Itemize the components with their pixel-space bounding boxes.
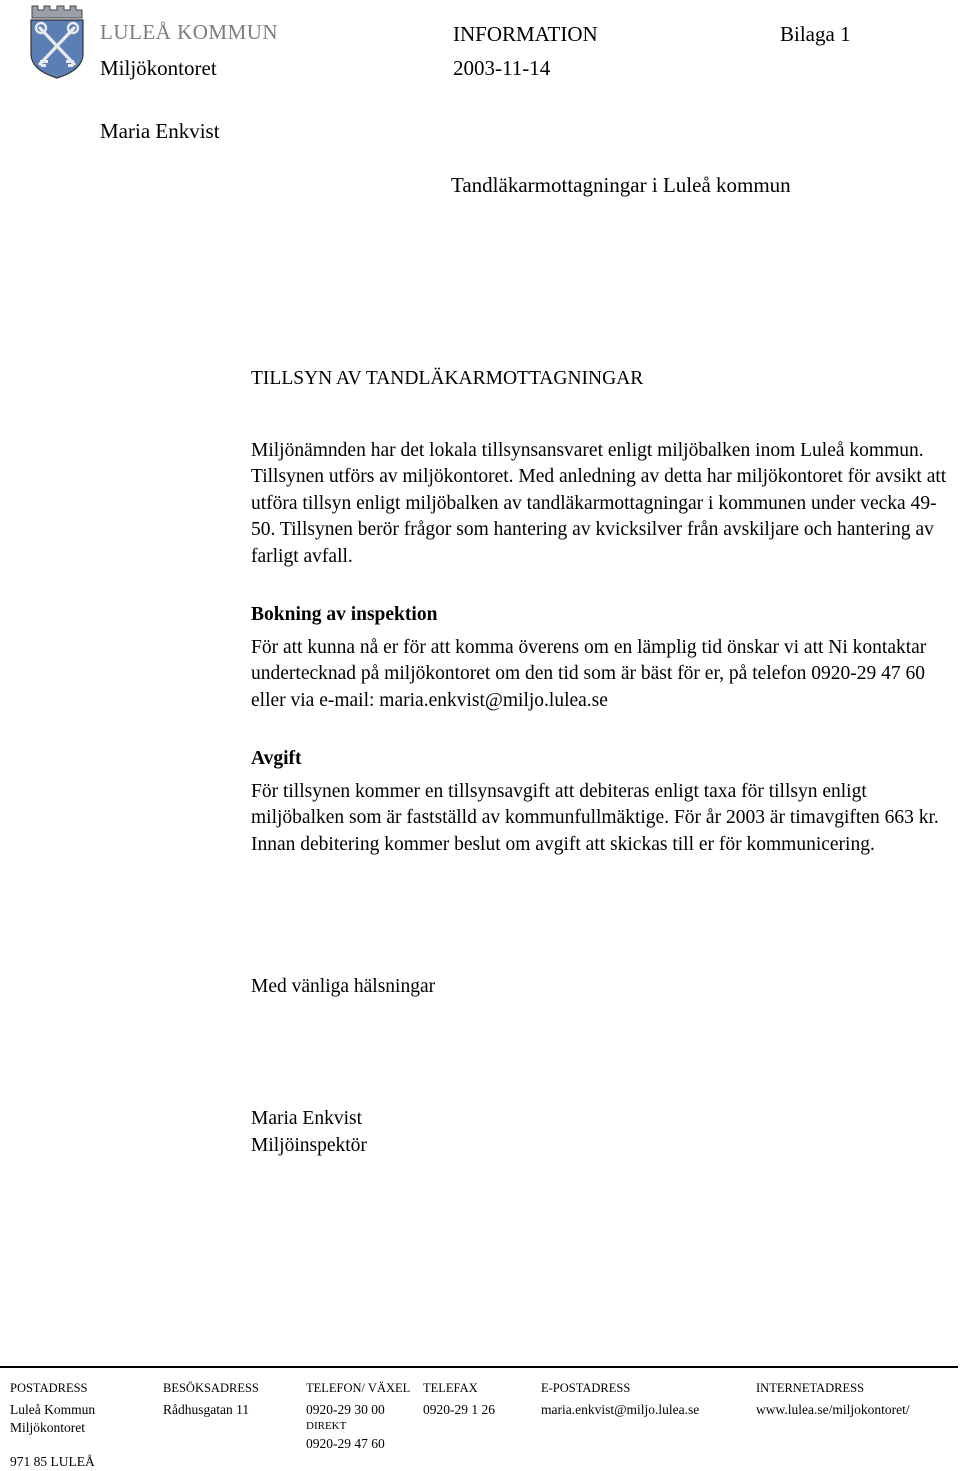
luleå-coat-of-arms-icon (28, 4, 86, 80)
closing-greeting: Med vänliga hälsningar (251, 976, 436, 997)
footer-postadress-label: POSTADRESS (10, 1381, 88, 1395)
footer-telefax-value: 0920-29 1 26 (423, 1402, 495, 1417)
signer-title: Miljöinspektör (251, 1135, 367, 1156)
footer-epost-value[interactable]: maria.enkvist@miljo.lulea.se (541, 1402, 700, 1417)
fee-heading: Avgift (251, 748, 302, 769)
footer-epost-label: E-POSTADRESS (541, 1381, 631, 1395)
footer-postadress-line3: 971 85 LULEÅ (10, 1454, 95, 1469)
footer-postadress-line1: Luleå Kommun (10, 1402, 96, 1417)
author-name: Maria Enkvist (100, 119, 220, 143)
organization-name-text: LULEÅ KOMMUN (100, 20, 279, 44)
department-name: Miljökontoret (100, 56, 217, 80)
recipient: Tandläkarmottagningar i Luleå kommun (451, 173, 791, 197)
footer-divider (0, 1366, 958, 1368)
booking-heading: Bokning av inspektion (251, 604, 438, 625)
footer-direkt-value: 0920-29 47 60 (306, 1436, 385, 1451)
organization-name (100, 20, 278, 45)
attachment-label: Bilaga 1 (780, 22, 851, 46)
intro-paragraph: Miljönämnden har det lokala tillsynsansvaret enligt miljöbalken inom Luleå kommun. Tillsynen utförs av miljökontoret. Med anledning av detta har miljökontoret för avsikt att utföra tillsyn enligt miljöbalken av tandläkarmottagningar i kommunen under vecka 49-50. Tillsynen berör frågor som hantering av kvicksilver från avskiljare och hantering av farligt avfall. (251, 439, 947, 567)
signer-name: Maria Enkvist (251, 1108, 363, 1129)
booking-paragraph: För att kunna nå er för att komma överens om en lämplig tid önskar vi att Ni kontaktar undertecknad på miljökontoret om den tid som är bäst för er, på telefon 0920-29 47 60 eller via e-mail: maria.enkvist@miljo.lulea.se (251, 636, 927, 711)
document-type: INFORMATION (453, 22, 598, 46)
letter-body (251, 366, 951, 858)
document-title: TILLSYN AV TANDLÄKARMOTTAGNINGAR (251, 368, 644, 389)
footer-internet-value[interactable]: www.lulea.se/miljokontoret/ (756, 1402, 910, 1417)
footer-telefon-value: 0920-29 30 00 (306, 1402, 385, 1417)
fee-paragraph: För tillsynen kommer en tillsynsavgift att debiteras enligt taxa för tillsyn enligt miljöbalken som är fastställd av kommunfullmäktige. För år 2003 är timavgiften 663 kr. Innan debitering kommer beslut om avgift att skickas till er för kommunicering. (251, 780, 939, 855)
footer-besoksadress-value: Rådhusgatan 11 (163, 1402, 250, 1417)
footer-direkt-label: DIREKT (306, 1420, 347, 1432)
footer-besoksadress-label: BESÖKSADRESS (163, 1381, 259, 1395)
footer-telefon-label: TELEFON/ VÄXEL (306, 1381, 411, 1395)
footer-internet-label: INTERNETADRESS (756, 1381, 865, 1395)
footer-postadress-line2: Miljökontoret (10, 1420, 85, 1435)
document-date: 2003-11-14 (453, 56, 551, 80)
footer-telefax-label: TELEFAX (423, 1381, 478, 1395)
